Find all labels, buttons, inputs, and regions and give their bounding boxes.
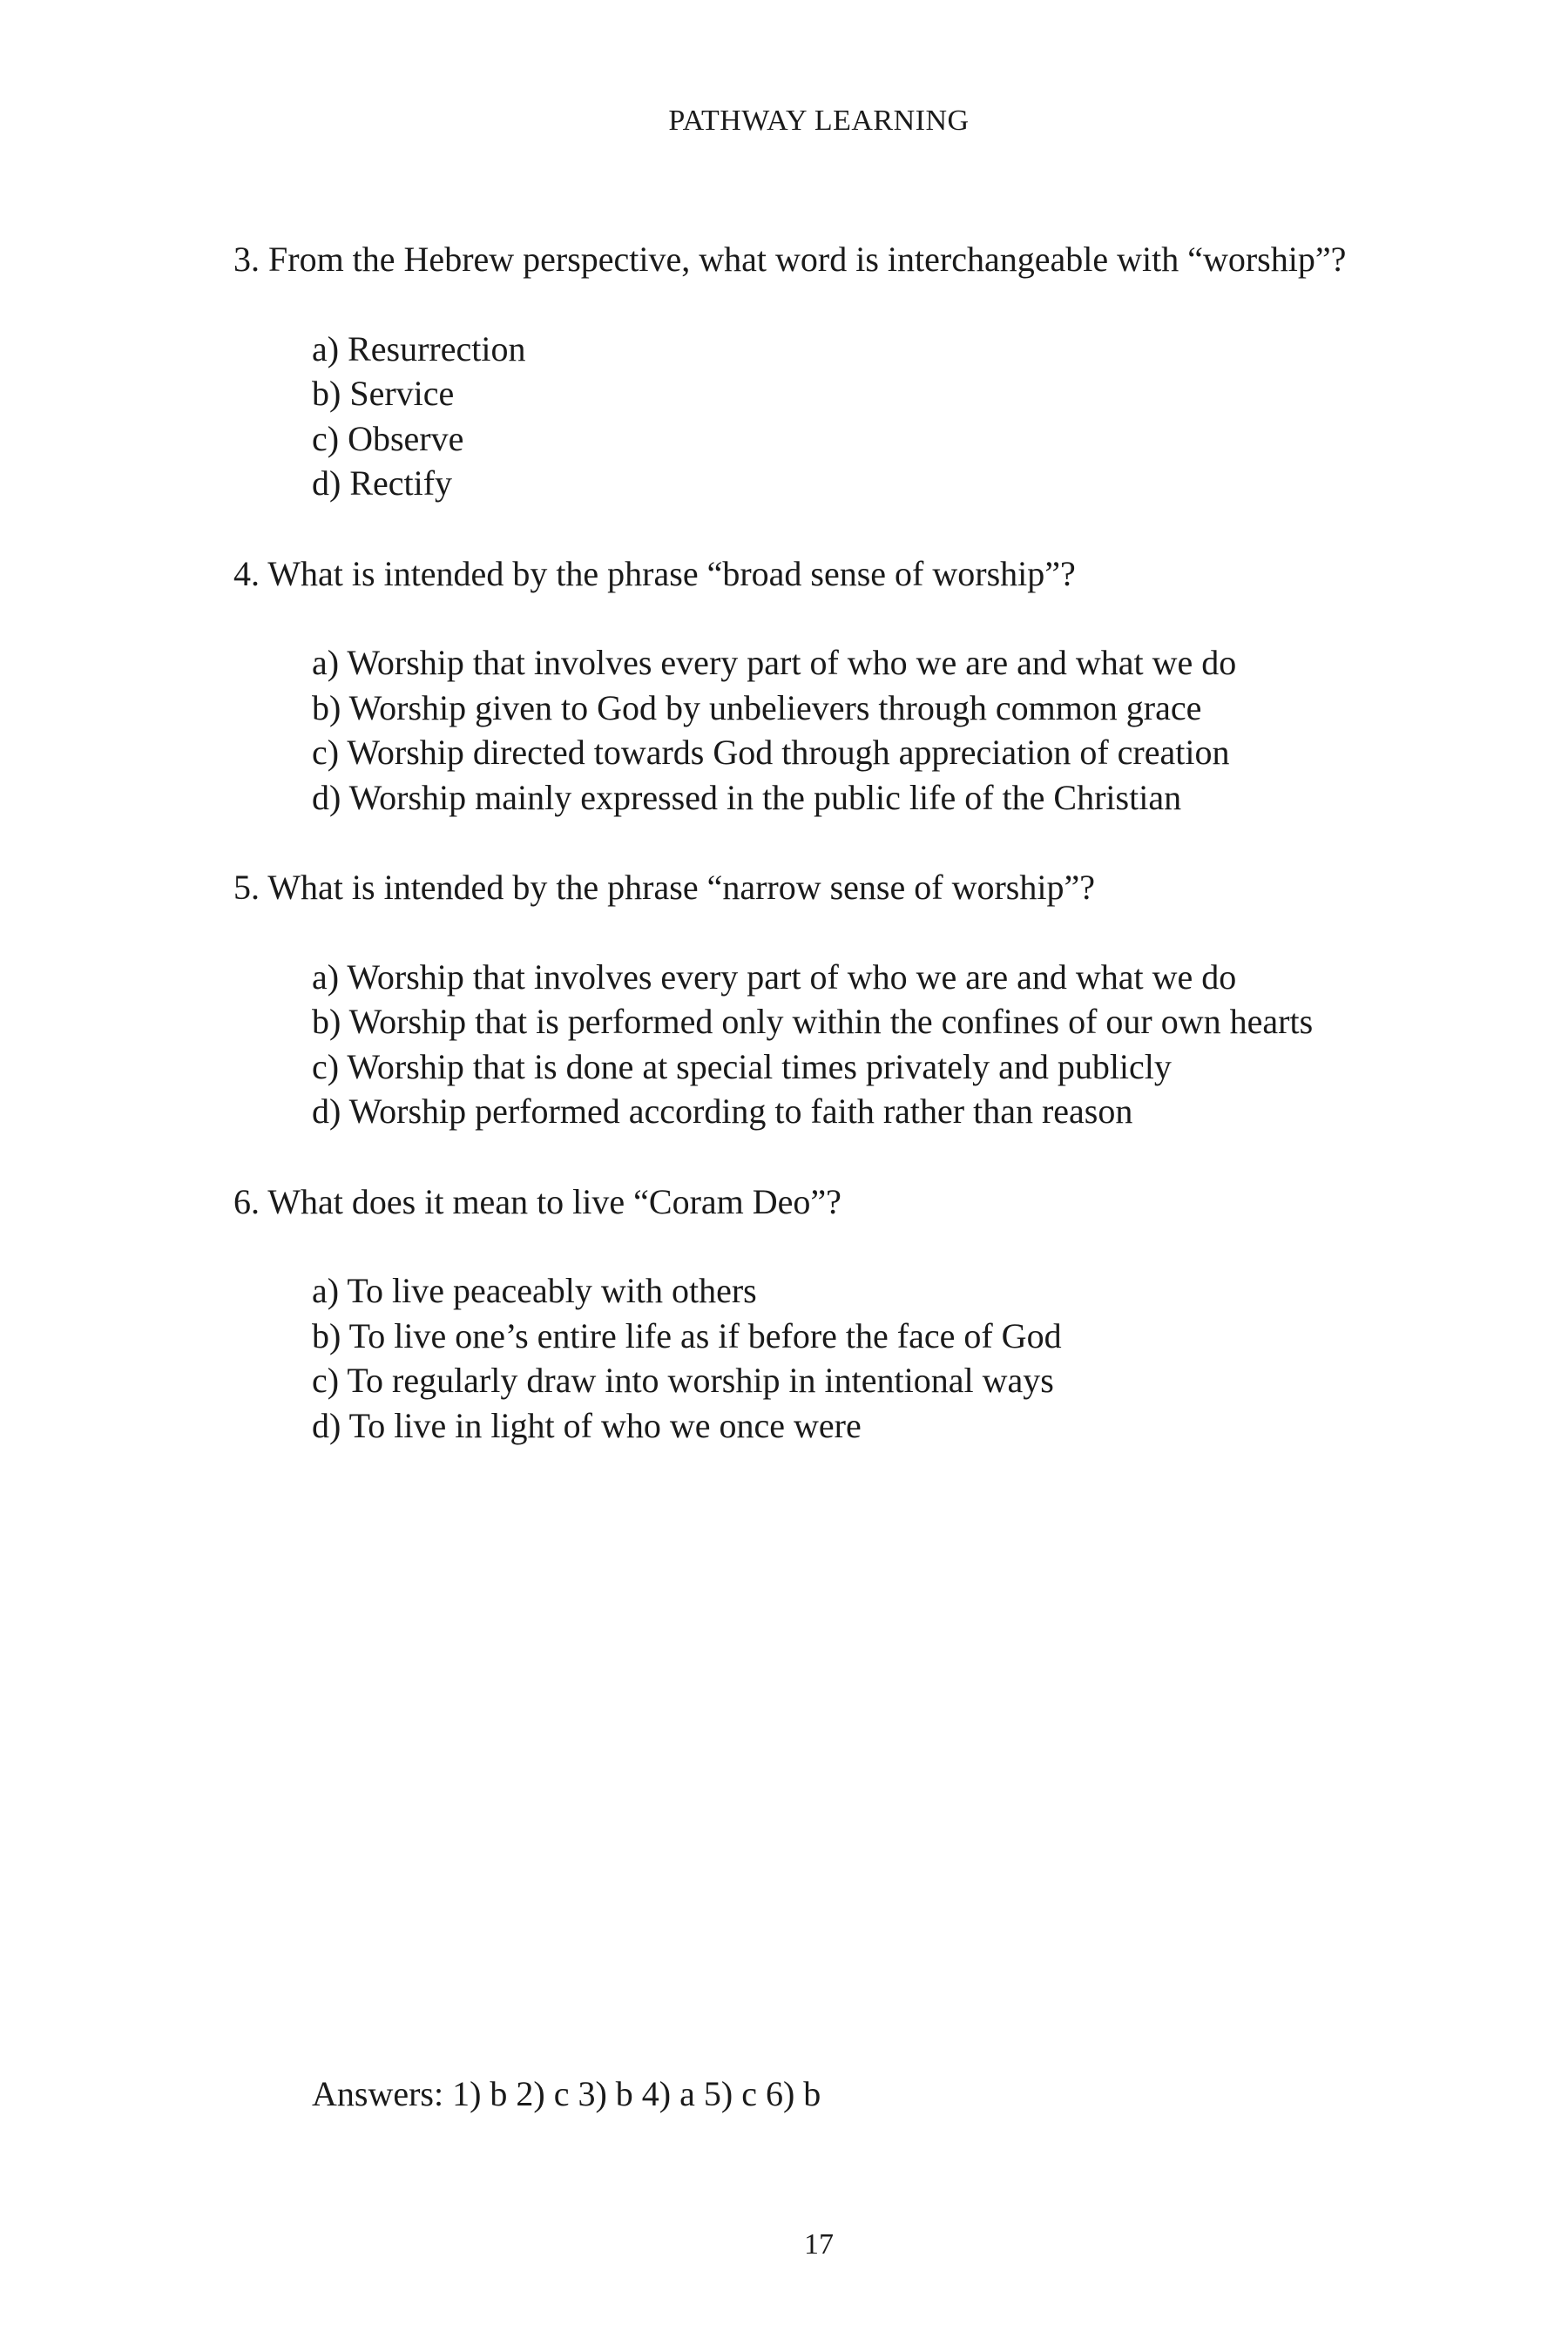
option-c: c) Observe	[312, 418, 464, 458]
answer-options	[312, 955, 1402, 1134]
question-prompt: 3. From the Hebrew perspective, what word is interchangeable with “worship”?	[233, 240, 1347, 279]
option-a: a) To live peaceably with others	[312, 1271, 757, 1310]
question-prompt: 6. What does it mean to live “Coram Deo”?	[233, 1181, 841, 1221]
question-prompt: 5. What is intended by the phrase “narrow sense of worship”?	[233, 868, 1095, 907]
option-d: d) Worship mainly expressed in the public life of the Christian	[312, 777, 1182, 817]
answer-options	[312, 640, 1402, 820]
question-6	[233, 1179, 1402, 1449]
option-d: d) Rectify	[312, 463, 453, 503]
option-c: c) Worship that is done at special times privately and publicly	[312, 1046, 1172, 1086]
option-b: b) To live one’s entire life as if before the face of God	[312, 1315, 1062, 1355]
answer-options	[312, 1268, 1402, 1448]
page-number: 17	[804, 2228, 834, 2261]
option-c: c) Worship directed towards God through appreciation of creation	[312, 733, 1230, 772]
option-a: a) Worship that involves every part of who we are and what we do	[312, 643, 1237, 682]
question-3	[233, 237, 1402, 506]
answer-options	[312, 327, 1402, 506]
running-header: PATHWAY LEARNING	[668, 105, 970, 137]
question-5	[233, 865, 1402, 1134]
option-b: b) Worship given to God by unbelievers through common grace	[312, 687, 1202, 727]
option-a: a) Resurrection	[312, 328, 526, 368]
option-b: b) Service	[312, 374, 455, 413]
option-d: d) Worship performed according to faith rather than reason	[312, 1092, 1133, 1131]
option-a: a) Worship that involves every part of who we are and what we do	[312, 956, 1237, 997]
quiz-content	[233, 237, 1402, 1493]
option-d: d) To live in light of who we once were	[312, 1405, 862, 1445]
question-4	[233, 551, 1402, 821]
answer-key: Answers: 1) b 2) c 3) b 4) a 5) c 6) b	[312, 2074, 821, 2113]
option-b: b) Worship that is performed only within the confines of our own hearts	[312, 1002, 1314, 1041]
question-prompt: 4. What is intended by the phrase “broad sense of worship”?	[233, 553, 1076, 593]
option-c: c) To regularly draw into worship in intentional ways	[312, 1361, 1054, 1400]
